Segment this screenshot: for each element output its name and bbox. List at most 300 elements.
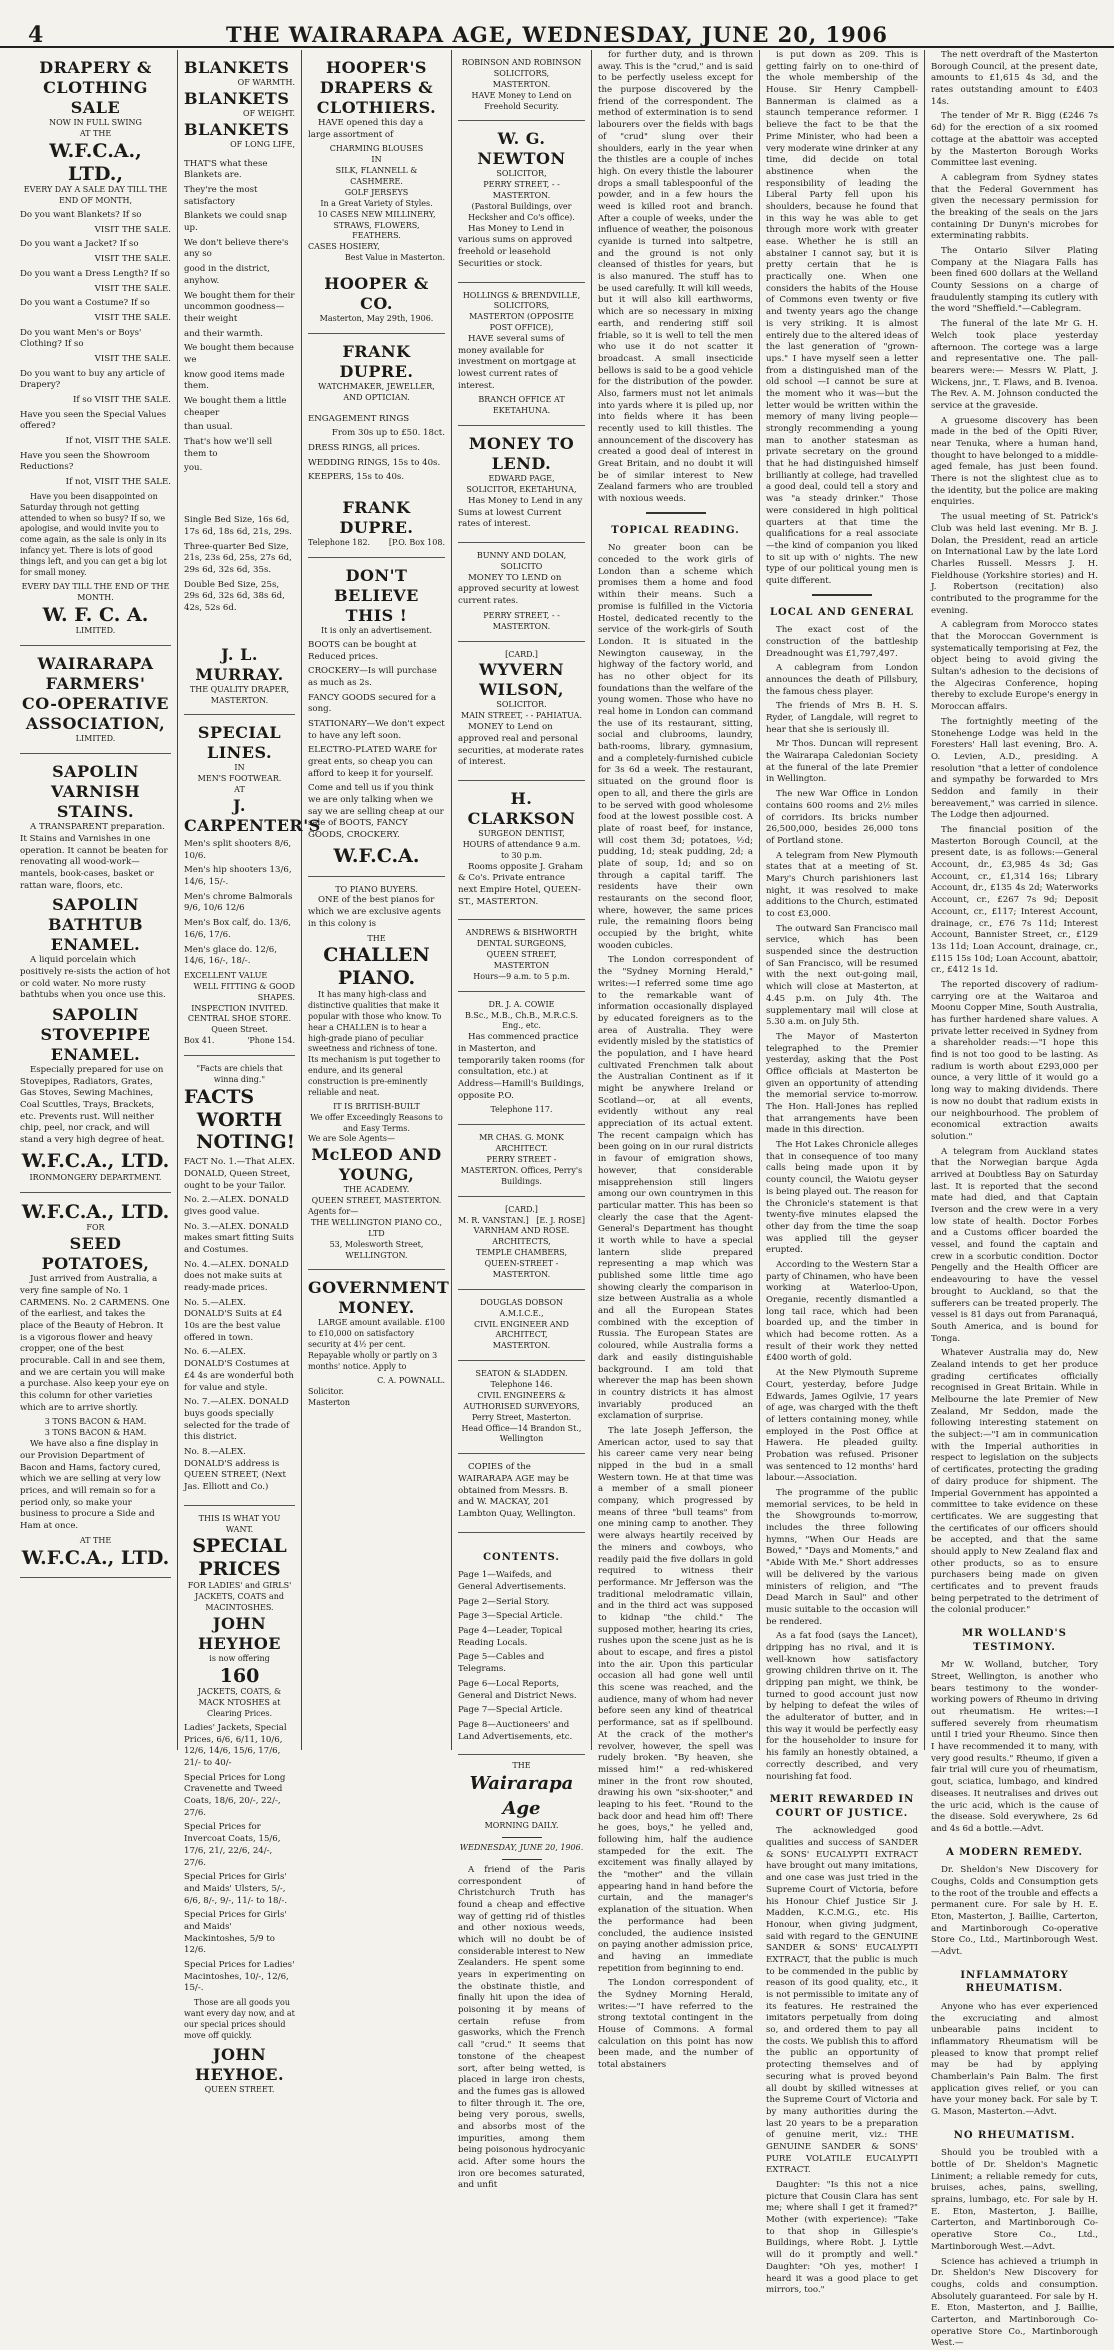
page-columns	[14, 50, 1104, 1750]
column-7	[925, 50, 1104, 1750]
perry-street: PERRY STREET, - - MASTERTON.	[458, 611, 585, 633]
wyvern-name: WYVERN WILSON,	[458, 660, 585, 700]
solicitor: SOLICITOR,	[458, 169, 585, 180]
has-money: Has Money to Lend in various sums on approved freehold or leasehold Securities or stock.	[458, 224, 585, 271]
sapolin-stovepipe-body: Especially prepared for use on Stovepipes, Radiators, Grates, Gas Stoves, Sewing Machines, Coal Scuttles, Trays, Brackets, etc. Prevents rust. Will neither chip, peel, nor crack, and will stand a very high degree of heat.	[20, 1065, 171, 1147]
wellington: WELLINGTON.	[308, 1251, 445, 1262]
column-3	[302, 50, 452, 1750]
robinson-name: ROBINSON AND ROBINSON	[458, 58, 585, 69]
bargain-line: CROCKERY—Is will purchase as much as 2s.	[308, 666, 445, 689]
testimony-body: Mr W. Wolland, butcher, Tory Street, Wellington, is another who bears testimony to the wonder-working powers of Rheumo in driving out rheumatism. He writes:—I suffered severely from rheumatism until I tried your Rheumo. Since then I have recommended it to many, with very good results." Rheumo, if given a fair trial will cure you of rheumatism, gout, sciatica, lumbago, and kindred diseases. It neutralises and drives out the uric acid, which is the cause of the disease. Sold everywhere, 2s 6d and 4s 6d a bottle.—Advt.	[931, 1660, 1098, 1835]
hoopers-heading: HOOPER'S	[308, 58, 445, 78]
assoc-line: WAIRARAPA	[20, 654, 171, 674]
alex-donald-ad	[184, 1056, 295, 1506]
bacon-line-1: 3 TONS BACON & HAM.	[20, 1417, 171, 1428]
worth-heading: WORTH	[184, 1109, 295, 1132]
page-solicitor: SOLICITOR, EKETAHUNA,	[458, 485, 585, 496]
queen-street: Queen Street.	[184, 1025, 295, 1036]
offer-line: We offer Exceedingly Reasons to and Easy Terms.	[308, 1113, 445, 1135]
contents-item: Page 6—Local Reports, General and District News.	[458, 1679, 585, 1702]
qa-line: Do you want a Jacket? If so	[20, 239, 171, 251]
blankets-line: than usual.	[184, 422, 295, 434]
number-160: 160	[184, 1665, 295, 1688]
head-office: Head Office—14 Brandon St., Wellington	[458, 1424, 585, 1446]
rings-list	[308, 414, 445, 484]
this-is-line: THIS IS WHAT YOU WANT.	[184, 1514, 295, 1536]
copies-notice: COPIES of the WAIRARAPA AGE may be obtained from Messrs. B. and W. MACKAY, 201 Lambton Quay, Wellington.	[458, 1462, 585, 1520]
qa-line: Do you want Blankets? If so	[20, 210, 171, 222]
charming-blouses: CHARMING BLOUSES	[308, 144, 445, 155]
branch-office: BRANCH OFFICE AT EKETAHUNA.	[458, 395, 585, 417]
molesworth: 53, Molesworth Street,	[308, 1240, 445, 1251]
page-name: EDWARD PAGE,	[458, 474, 585, 485]
blankets-heading: BLANKETS	[184, 58, 295, 78]
topical-paragraph: No greater boon can be conceded to the work girls of London than a scheme which promises them a home and food within their means. Such a promise is fulfilled in the Victoria Hostel, dedicated recently to the service of the work-girls of South London. It is situated in the Newington causeway, in the highway of the factory world, and has no other object for its foundations than the welfare of the young women. Those who have no real home in London can command the use of its restaurant, sitting, social and clubrooms, laundry, bath-rooms, library, gymnasium, and a completely-furnished cubicle for 3s 6d a week. The restaurant, situated on the ground floor is open to all, and there the girls are to be served with good wholesome food at the lowest possible cost. A plate of roast beef, for instance, will cost them 3d; potatoes, ½d; pudding, 1d; steak pudding, 2d; a plate of soup, 1d; and so on through a capital tariff. The residents have their own restaurants on the second floor, where, however, the same prices rule, the remaining floors being occupied by the bright, white wooden cubicles.	[598, 543, 753, 952]
carpenter-items	[184, 839, 295, 968]
blankets-line: We don't believe there's any so	[184, 238, 295, 261]
bargain-line: STATIONARY—We don't expect to have any left soon.	[308, 719, 445, 742]
masthead	[0, 0, 1114, 48]
challen-heading: CHALLEN	[308, 944, 445, 967]
sapolin-bathtub-title: SAPOLIN BATHTUB ENAMEL.	[20, 895, 171, 955]
murray-name: J. L. MURRAY.	[184, 645, 295, 685]
sapolin-varnish-body: A TRANSPARENT preparation. It Stains and Varnishes in one operation. It cannot be beaten for renovating all wood-work—mantels, book-cases, basket or rattan ware, floors, etc.	[20, 822, 171, 892]
telephone: Telephone 117.	[458, 1105, 585, 1116]
andrews-name: ANDREWS & BISHWORTH	[458, 928, 585, 939]
blankets-line: We bought them for their uncommon goodness—their weight	[184, 291, 295, 326]
challen-piano-ad	[308, 877, 445, 1271]
cowie-card	[458, 992, 585, 1126]
qa-line: Do you want a Dress Length? If so	[20, 269, 171, 281]
wfca-heading: W.F.C.A.	[308, 845, 445, 868]
every-day-line: EVERY DAY A SALE DAY TILL THE END OF MONTH,	[20, 185, 171, 207]
morning-daily: MORNING DAILY.	[458, 1821, 585, 1832]
drapery-title-2: CLOTHING SALE	[20, 78, 171, 118]
fact-item: No. 3.—ALEX. DONALD makes smart fitting Suits and Costumes.	[184, 1222, 295, 1257]
have-money: HAVE Money to Lend on Freehold Security.	[458, 91, 585, 113]
only-advert: It is only an advertisement.	[308, 626, 445, 637]
limited-line: LIMITED.	[20, 626, 171, 637]
local-item: A cablegram from Sydney states that the Federal Government has given the necessary permission for the breaking of the seals on the jars containing Dr Dunyn's microbes for exterminating rabbits.	[931, 173, 1098, 243]
telephone: Telephone 182.	[308, 538, 370, 549]
in-line: IN	[184, 763, 295, 774]
contents-item: Page 5—Cables and Telegrams.	[458, 1652, 585, 1675]
local-item: The programme of the public memorial services, to be held in the Showgrounds to-morrow, includes the three following hymns, "When Our Heads are Bowed," "Days and Moments," and "Abide With Me." Short addresses will be delivered by the various ministers of religion, and "The Dead March in Saul" and other music suitable to the occasion will be rendered.	[766, 1488, 918, 1628]
queen-street: QUEEN STREET, MASTERTON	[458, 950, 585, 972]
contents-box	[458, 1533, 585, 1756]
noting-heading: NOTING!	[184, 1131, 295, 1154]
civil-engineer: CIVIL ENGINEER AND ARCHITECT,	[458, 1320, 585, 1342]
blankets-line: We bought them a little cheaper	[184, 396, 295, 419]
hours: Hours—9 a.m. to 5 p.m.	[458, 972, 585, 983]
bacon-body: We have also a fine display in our Provision Department of Bacon and Hams, factory cured, which we are selling at very low prices, and will remain so for a period only, so make your business to procure a Side and Ham at once.	[20, 1439, 171, 1533]
bunny-name: BUNNY AND DOLAN,	[458, 551, 585, 562]
masterton: MASTERTON.	[458, 1341, 585, 1352]
special-heading: SPECIAL	[184, 1535, 295, 1558]
frank-contact-row	[308, 538, 445, 549]
telephone: Telephone 146.	[458, 1380, 585, 1391]
price-line: Ladies' Jackets, Special Prices, 6/6, 6/11, 10/6, 12/6, 14/6, 15/6, 17/6, 21/- to 40/-	[184, 1723, 295, 1770]
contents-item: Page 3—Special Article.	[458, 1611, 585, 1623]
excellent-value: EXCELLENT VALUE	[184, 971, 295, 982]
local-item: The usual meeting of St. Patrick's Club was held last evening. Mr B. J. Dolan, the President, read an article on International Law by the late Lord Charles Russell. Messrs J. H. Fieldhouse (Yorkshire stories) and H. J. Robertson (recitation) also contributed to the programme for the evening.	[931, 512, 1098, 617]
wfca-seed: W.F.C.A., LTD.	[20, 1201, 171, 1224]
those-are: Those are all goods you want every day now, and at our special prices should move off quickly.	[184, 1998, 295, 2042]
qa-line: Have you seen the Showroom Reductions?	[20, 451, 171, 474]
for-line: FOR	[20, 1223, 171, 1234]
drapers-heading: DRAPERS &	[308, 78, 445, 98]
local-item: A cablegram from Morocco states that the Moroccan Government is systematically temporising at Fez, the object being to avoid giving the Sultan's adhesion to the decisions of the Algeciras Conference, hoping thereby to exclude Europe's energy in Moroccan affairs.	[931, 620, 1098, 714]
local-item: The financial position of the Masterton Borough Council, at the present date, is as follows:—General Account, dr., £3,985 4s 3d; Gas Account, cr., £1,314 16s; Library Account, dr., £135 4s 2d; Waterworks Account, cr., £267 7s 9d; Deposit Account, cr., £117; Interest Account, drainage, cr., £76 7s 11d; Interest Account, Bannister Street, cr., £129 13s 11d; Loan Account, drainage, cr., £115 15s 10d; Loan Account, abattoir, cr., £412 1s 1d.	[931, 825, 1098, 977]
price-line: Special Prices for Invercoat Coats, 15/6, 17/6, 21/, 22/6, 24/-, 27/6.	[184, 1822, 295, 1869]
pownall: C. A. POWNALL.	[308, 1376, 445, 1387]
facts-quote: "Facts are chiels that winna ding."	[184, 1064, 295, 1086]
po-box: Box 41.	[184, 1036, 214, 1047]
blankets-line: Blankets we could snap up.	[184, 211, 295, 234]
qa-line: VISIT THE SALE.	[20, 254, 171, 266]
blankets-line: We bought them because we	[184, 343, 295, 366]
local-item: Whatever Australia may do, New Zealand intends to get her produce grading certificates officially recognised in Great Britain. While in Melbourne the late Premier of New Zealand, Mr Seddon, made the following interesting statement on the subject:—"I am in communication with the Imperial authorities in respect to legislation on the subjects of certificates, protecting the grading of dairy produce for shipment. The Imperial Government has appointed a committee to take evidence on these certificates. We are suggesting that the certificates of our officers should be accepted, and that the same should apply to New Zealand flax and other products, so as to ensure purchasers being made on given certificates and to prevent frauds being perpetrated to the detriment of the colonial producer."	[931, 1348, 1098, 1617]
clarkson-name: H. CLARKSON	[458, 789, 585, 829]
dress-rings: DRESS RINGS, all prices.	[308, 443, 445, 455]
fact-item: FACT No. 1.—That ALEX. DONALD, Queen Street, ought to be your Tailor.	[184, 1157, 295, 1192]
bargain-line: BOOTS can be bought at Reduced prices.	[308, 640, 445, 663]
blankets-ad	[184, 50, 295, 715]
facts-list	[184, 1157, 295, 1494]
box-phone-row	[184, 1036, 295, 1047]
main-street: MAIN STREET, - - PAHIATUA.	[458, 711, 585, 722]
govt-money-heading: GOVERNMENT MONEY.	[308, 1278, 445, 1318]
special-lines-heading: SPECIAL LINES.	[184, 723, 295, 763]
blankets-line: They're the most satisfactory	[184, 185, 295, 208]
monk-card	[458, 1125, 585, 1196]
solicitors: SOLICITORS,	[458, 301, 585, 312]
column-1	[14, 50, 178, 1750]
andrews-card	[458, 920, 585, 991]
bargain-line: Come and tell us if you think we are only talking when we say we are selling cheap at our sale of BOOTS, FANCY GOODS, CROCKERY.	[308, 783, 445, 841]
perry-street: Perry Street, Masterton.	[458, 1413, 585, 1424]
blankets-line: you.	[184, 463, 295, 475]
leader-article: A friend of the Paris correspondent of Christchurch Truth has found a cheap and effective way of getting rid of thistles and other noxious weeds, which will no doubt be of considerable interest to New Zealanders. He spent some years in experimenting on the obstinate thistle, and finally hit upon the idea of poisoning it by means of certain refuse from gasworks, which the French call "crud." It seems that tonstone of the cheapest sort, after being wetted, is placed in large iron chests, and the fumes gas is allowed to filter through it. The ore, being very porous, swells, and absorbs most of the impurities, among them being poisonous hydrocyanic acid. After some hours the iron ore becomes saturated, and unfit	[458, 1865, 585, 2192]
solicitors: SOLICITORS,	[458, 69, 585, 80]
govt-money-ad	[308, 1270, 445, 1416]
fact-item: No. 7.—ALEX. DONALD buys goods specially selected for the trade of this district.	[184, 1397, 295, 1444]
varnham-rose: VARNHAM AND ROSE.	[458, 1226, 585, 1237]
hollings-card	[458, 283, 585, 427]
blankets-line: know good items made them.	[184, 370, 295, 393]
contents-heading: CONTENTS.	[458, 1551, 585, 1567]
drapery-title: DRAPERY &	[20, 58, 171, 78]
topical-continued: is put down as 209. This is getting fairly on to one-third of the whole membership of the House. Sir Henry Campbell-Bannerman is claimed as a staunch temperance reformer. I believe the fact to be that the Prime Minister, who had been a very moderate wine drinker at any time, did decide on total abstinence when the responsibility of leading the Liberal Party fell upon his shoulders, because he found that in this way he was able to get through more work with greater ease. Whether he is still an abstainer I cannot say, but it is pretty certain that he is practically one. When one considers the habits of the House of Commons even twenty or five and twenty years ago the change is very striking. It is almost entirely due to the altered ideas of the last generation of "grown-ups." I have myself seen a letter from a distinguished man of the old school —I cannot be sure at the moment who it was—but the letter would be written within the memory of many living people—strongly recommending a young man to another statesman as private secretary on the ground that he had distinguished himself brilliantly at college, had travelled a good deal, could tell a story and was "a steady drinker." Those were considered in high political quarters at that time the qualifications for a real associate—the kind of companion you liked to sit up with o' nights. The new type of our political young men is quite different.	[766, 50, 918, 588]
blanket-sizes	[184, 515, 295, 615]
wfca-ironmongery: W.F.C.A., LTD.	[20, 1150, 171, 1173]
price-line: Special Prices for Girls' and Maids' Mackintoshes, 5/9 to 12/6.	[184, 1910, 295, 1957]
size-line: Three-quarter Bed Size, 21s, 23s 6d, 25s, 27s 6d, 29s 6d, 32s 6d, 35s.	[184, 542, 295, 577]
masterton-line: MASTERTON.	[184, 696, 295, 707]
copies-card	[458, 1454, 585, 1532]
this-heading: THIS !	[308, 606, 445, 626]
local-item: The friends of Mrs B. H. S. Ryder, of Langdale, will regret to hear that she is seriously ill.	[766, 701, 918, 736]
bargain-line: ELECTRO-PLATED WARE for great ents, so cheap you can afford to keep it for yourself.	[308, 745, 445, 780]
price-line: Special Prices for Ladies' Macintoshes, 10/-, 12/6, 15/-.	[184, 1960, 295, 1995]
dobson-card	[458, 1290, 585, 1361]
piano-buyers: TO PIANO BUYERS.	[308, 885, 445, 896]
daughter-dialogue: Daughter: "Is this not a nice picture that Cousin Clara has sent me; where shall I get it framed?" Mother (with experience): "Take to that shop in Gillespie's Buildings, where Robt. J. Lyttle will do it promptly and well." Daughter: "Oh yes, mother! I heard it was a good place to get mirrors, too."	[766, 2180, 918, 2297]
mcleod-young: McLEOD AND YOUNG,	[308, 1145, 445, 1185]
topical-paragraph: The London correspondent of the Sydney Morning Herald, writes:—"I have referred to the strong textotal contingent in the House of Commons. A formal calculation on this point has now been made, and the number of total abstainers	[598, 1978, 753, 2072]
contents-item: Page 1—Waifeds, and General Advertisements.	[458, 1570, 585, 1593]
wyvern-card	[458, 642, 585, 781]
watchmaker-line: WATCHMAKER, JEWELLER, AND OPTICIAN.	[308, 382, 445, 404]
partners-row	[458, 1216, 585, 1227]
newspaper-title: THE WAIRARAPA AGE, WEDNESDAY, JUNE 20, 1906	[0, 22, 1114, 47]
at-the: AT THE	[20, 129, 171, 140]
local-item: According to the Western Star a party of Chinamen, who have been working at Waterloo-Upon, Oreganie, recently dismantled a long tail race, which had been boarded up, and the timber in which had become rotten. As a result of their work they netted £400 worth of gold.	[766, 1260, 918, 1365]
merit-body: The acknowledged good qualities and success of SANDER & SONS' EUCALYPTI EXTRACT have brought out many imitations, and one case was just tried in the Supreme Court of Victoria, before his Honour Chief Justice Sir J. Madden, K.C.M.G., etc. His Honour, when giving judgment, said with regard to the GENUINE SANDER & SONS' EUCALYPTI EXTRACT, that the public is much to be commended in the public by reason of its good quality, etc., it is not permissible to imitate any of its features. He restrained the imitators perpetually from doing so, and ordered them to pay all the costs. We publish this to afford the public an opportunity of protecting themselves and of securing what is proved beyond all doubt by skilled witnesses at the Supreme Court of Victoria and by many authorities during the last 20 years to be a preparation of genuine merit, viz.: THE GENUINE SANDER & SONS' PURE VOLATILE EUCALYPTI EXTRACT.	[766, 1826, 918, 2177]
of-warmth: OF WARMTH.	[184, 78, 295, 89]
sapolin-ad	[20, 754, 171, 1192]
card-label: [CARD.]	[458, 650, 585, 661]
the-line: THE	[308, 934, 445, 945]
frank-dupre-heading-2: FRANK DUPRE.	[308, 498, 445, 538]
local-item: At the New Plymouth Supreme Court, yesterday, before Judge Edwards, James Ogilvie, 17 years of age, was charged with the theft of letters containing money, while employed in the Post Office at Hawera. He pleaded guilty. Probation was refused. Prisoner was sentenced to 12 months' hard labour.—Association.	[766, 1368, 918, 1485]
varnham-rose-card	[458, 1197, 585, 1290]
assoc-line: CO-OPERATIVE	[20, 694, 171, 714]
local-item: The fortnightly meeting of the Stonehenge Lodge was held in the Foresters' Hall last evening, Bro. A. O. Levien, A.D., presiding. A resolution "that a letter of condolence and sympathy be forwarded to Mrs Seddon and family in their bereavement," was carried in silence. The Lodge then adjourned.	[931, 717, 1098, 822]
well-fitting: WELL FITTING & GOOD SHAPES.	[184, 982, 295, 1004]
size-line: Double Bed Size, 25s, 29s 6d, 32s 6d, 38s 6d, 42s, 52s 6d.	[184, 580, 295, 615]
clarkson-card	[458, 781, 585, 920]
bunny-card	[458, 543, 585, 642]
leader-continued: for further duty, and is thrown away. This is the "crud," and is said to be perfectly useless except for the purpose discovered by the friend of the correspondent. The method of extermination is to send labourers over the fields with bags of "crud" slung over their shoulders, early in the year when the thistles are a couple of inches high. On every thistle the labourer drops a small tablespoonful of the powder, and in a few hours the weed is killed root and branch. After a couple of weeks, under the influence of weather, the poisonous cyanide is turned into saltpetre, and the ground is not only cleansed of thistles for years, but is also manured. The stuff has to be used carefully. It will kill weeds, but it will also kill earthworms, which are so necessary in mixing earth, and rendering stiff soil friable, so it is well to tell the men who use it do not scatter it broadcast. A small insecticide bellows is said to be a good vehicle for the distribution of the powder. Also, farmers must not let animals into yards where it is piled up, nor into fields where it has been recently used to kill thistles. The announcement of the discovery has created a good deal of interest in Great Britain, and no doubt it will be of similar interest to New Zealand farmers who are troubled with noxious weeds.	[598, 50, 753, 506]
local-item: A telegram from New Plymouth states that at a meeting of St. Mary's Church parishioners last night, it was resolved to make additions to the Church, estimated to cost £3,000.	[766, 851, 918, 921]
wairarapa-age-logo: Wairarapa Age	[458, 1772, 585, 1821]
science-paragraph: Science has achieved a triumph in Dr. Sheldon's New Discovery for coughs, colds and consumption. Absolutely guaranteed. For sale by H. E. Eton, Masterton, and J. Baillie, Carterton, and Martinborough Co-operative Store Co., Martinborough West.—	[931, 2257, 1098, 2350]
engagement-price: From 30s up to £50. 18ct.	[308, 428, 445, 440]
testimony-heading: MR WOLLAND'S TESTIMONY.	[931, 1627, 1098, 1656]
topical-heading: TOPICAL READING.	[598, 524, 753, 540]
hooper-co: HOOPER & CO.	[308, 274, 445, 314]
local-item: A cablegram from London announces the death of Pillsbury, the famous chess player.	[766, 663, 918, 698]
heyhoe-name-2: JOHN HEYHOE.	[184, 2045, 295, 2085]
qa-line: Do you want Men's or Boys' Clothing? If so	[20, 328, 171, 351]
of-weight: OF WEIGHT.	[184, 109, 295, 120]
great-variety: In a Great Variety of Styles.	[308, 199, 445, 210]
carpenter-name: J. CARPENTER'S	[184, 796, 295, 836]
hours: HOURS of attendance 9 a.m. to 30 p.m.	[458, 840, 585, 862]
now-offering: is now offering	[184, 1654, 295, 1665]
footwear-item: Men's split shooters 8/6, 10/6.	[184, 839, 295, 862]
price-line: Special Prices for Girls' and Maids' Ulsters, 5/-, 6/6, 8/-, 9/-, 11/- to 18/-.	[184, 1872, 295, 1907]
drapery-sale-ad	[20, 50, 171, 646]
local-item: A gruesome discovery has been made in the bed of the Opiti River, near Tenuka, where a human hand, thought to have belonged to a middle-aged female, has just been found. There is not the slightest clue as to the identity, but the police are making enquiries.	[931, 416, 1098, 510]
local-item: As a fat food (says the Lancet), dripping has no rival, and it is well-known how satisfactory growing children thrive on it. The dripping pan might, we think, be turned to good account just now by helping to defeat the wiles of the adulterator of butter, and in this way it would be perfectly easy for the householder to insure for his family an honestly obtained, a correctly described, and very nourishing fat food.	[766, 1631, 918, 1783]
perry-street: PERRY STREET, - - MASTERTON.	[458, 180, 585, 202]
the-line: THE	[458, 1761, 585, 1772]
clothiers-heading: CLOTHIERS.	[308, 98, 445, 118]
wellington-piano: THE WELLINGTON PIANO CO., LTD	[308, 1218, 445, 1240]
blankets-line: THAT'S what these Blankets are.	[184, 159, 295, 182]
academy: THE ACADEMY.	[308, 1185, 445, 1196]
bacon-line-2: 3 TONS BACON & HAM.	[20, 1428, 171, 1439]
millinery: 10 CASES NEW MILLINERY,	[308, 210, 445, 221]
queen-street-2: QUEEN STREET.	[184, 2085, 295, 2096]
no-rheumatism-heading: NO RHEUMATISM.	[931, 2129, 1098, 2145]
silk-line: SILK, FLANNELL & CASHMERE.	[308, 166, 445, 188]
one-of: ONE of the best pianos for which we are exclusive agents in this colony is	[308, 895, 445, 930]
blankets-line: and their warmth.	[184, 329, 295, 341]
bargains-list	[308, 640, 445, 842]
cowie-name: DR. J. A. COWIE	[458, 1000, 585, 1011]
phone: 'Phone 154.	[247, 1036, 295, 1047]
solicito: SOLICITO	[458, 562, 585, 573]
assoc-line: ASSOCIATION,	[20, 714, 171, 734]
seaton-card	[458, 1361, 585, 1454]
topical-paragraph: The late Joseph Jefferson, the American actor, used to say that his career came very near being nipped in the bud in a small Western town. He at that time was a member of a small pioneer company, which progressed by means of three "bull teams" from one mining camp to another. They were always heartily received by the miners and cowboys, who readily paid the five dollars in gold required to witness their performance. Mr Jefferson was the traditional melodramatic villain, and in the third act was supposed to kidnap "the child." The supposed mother, hearing its cries, rushes upon the scene just as he is about to escape, and fires a pistol into the air. Upon this particular occasion all had gone well until this scene was reached, and the audience, many of whom had never before seen any kind of theatrical performance, sat as if spellbound. At the crack of the mother's revolver, however, the spell was rudely broken. "By heaven, she missed him!" a red-whiskered miner in the front row shouted, drawing his own "six-shooter," and leaping to his feet. "Round to the back door and head him off! There he goes, boys," he yelled and, following him, half the audience stampeded for the exit. The excitement was finally allayed by the "mother" and the villain appearing hand in hand before the curtain, and the manager's explanation of the situation. When the performance had been concluded, the audience insisted on paying another admission price, and having an immediate repetition from beginning to end.	[598, 1426, 753, 1975]
best-value: Best Value in Masterton.	[308, 253, 445, 264]
size-line: Single Bed Size, 16s 6d, 17s 6d, 18s 6d, 21s, 29s.	[184, 515, 295, 538]
solicitor: SOLICITOR.	[458, 700, 585, 711]
contents-list	[458, 1570, 585, 1743]
footwear-item: Men's Box calf, do. 13/6, 16/6, 17/6.	[184, 918, 295, 941]
footwear-item: Men's hip shooters 13/6, 14/6, 15/-.	[184, 865, 295, 888]
at-the-2: AT THE	[20, 1536, 171, 1547]
local-item: Mr Thos. Duncan will represent the Wairarapa Caledonian Society at the funeral of the late Premier in Wellington.	[766, 739, 918, 786]
qa-line: Have you seen the Special Values offered?	[20, 410, 171, 433]
qa-line: If so VISIT THE SALE.	[20, 395, 171, 407]
blankets-body	[184, 159, 295, 476]
bunny-body: MONEY TO LEND on approved security at lowest current rates.	[458, 573, 585, 608]
contents-item: Page 8—Auctioneers' and Land Advertisements, etc.	[458, 1720, 585, 1743]
masterton: Masterton	[308, 1398, 445, 1409]
contents-item: Page 7—Special Article.	[458, 1705, 585, 1717]
disappointed-text: Have you been disappointed on Saturday through not getting attended to when so busy? If so, we apologise, and would invite you to come again, as the sale is only in its infancy yet. There is lots of good things left, and you can get a big lot for small money.	[20, 492, 171, 579]
bargain-line: FANCY GOODS secured for a song.	[308, 693, 445, 716]
partner-name: M. R. VANSTAN.]	[458, 1216, 529, 1227]
dont-believe-heading: DON'T BELIEVE	[308, 566, 445, 606]
dont-believe-ad	[308, 558, 445, 877]
local-item: The new War Office in London contains 600 rooms and 2½ miles of corridors. Its bricks number 26,500,000, besides 26,000 tons of Portland stone.	[766, 789, 918, 847]
qa-line: If not, VISIT THE SALE.	[20, 477, 171, 489]
leader-masthead	[458, 1755, 585, 1860]
frank-dupre-heading: FRANK DUPRE.	[308, 342, 445, 382]
fact-item: No. 6.—ALEX. DONALD'S Costumes at £4 4s are wonderful both for value and style.	[184, 1347, 295, 1394]
topical-paragraph: The London correspondent of the "Sydney Morning Herald," writes:—I referred some time ago to the remarkable want of information occasionally displayed by educated foreigners as to the area of Australia. They were evidently misled by the statistics of the population, and I have heard cultivated Frenchmen talk about the Australian Continent as if it might be anywhere Ireland or Scotland—or, at all events, evidently without any real appreciation of its actual extent. The recent campaign which has been going on in our rural districts in favour of emigration shows, however, that considerable misapprehension still lingers among our own countrymen in this particular matter. This has been so clearly the case that the Agent-General's Department has thought it worth while to have a special lantern slide prepared representing a map which was published some little time ago showing clearly the comparison in size between Australia as a whole and all the European States combined with the exception of Russia. The European States are coloured, while Australia forms a dark and easily distinguishable background. I am told that wherever the map has been shown in country districts it has almost invariably produced an exclamation of surprise.	[598, 955, 753, 1423]
of-long-life: OF LONG LIFE,	[184, 140, 295, 151]
column-2	[178, 50, 302, 1750]
architects: ARCHITECTS,	[458, 1237, 585, 1248]
seed-potatoes-ad	[20, 1193, 171, 1579]
amice: A.M.I.C.E.,	[458, 1309, 585, 1320]
hoopers-ad	[308, 50, 445, 334]
british-built: IT IS BRITISH-BUILT	[308, 1102, 445, 1113]
sapolin-varnish-title: SAPOLIN VARNISH STAINS.	[20, 762, 171, 822]
sapolin-stovepipe-title: SAPOLIN STOVEPIPE ENAMEL.	[20, 1005, 171, 1065]
inflammatory-body: Anyone who has ever experienced the excruciating and almost unbearable pains incident to inflammatory Rheumatism will be pleased to know that prompt relief may be had by applying Chamberlain's Pain Balm. The first application gives relief, or you can have your money back. For sale by T. G. Mason, Masterton.—Advt.	[931, 2002, 1098, 2119]
merit-heading: MERIT REWARDED IN COURT OF JUSTICE.	[766, 1793, 918, 1822]
po-box: [P.O. Box 108.	[389, 538, 445, 549]
modern-remedy-heading: A MODERN REMEDY.	[931, 1846, 1098, 1862]
cowie-body: Has commenced practice in Masterton, and temporarily taken rooms (for consultation, etc.) at Address—Hamill's Buildings, opposite P.O.	[458, 1032, 585, 1102]
mens-footwear: MEN'S FOOTWEAR.	[184, 774, 295, 785]
jackets-line: JACKETS, COATS, & MACK NTOSHES at Clearing Prices.	[184, 1687, 295, 1720]
engagement-rings: ENGAGEMENT RINGS	[308, 414, 445, 426]
local-item: The Mayor of Masterton telegraphed to the Premier yesterday, asking that the Post Office officials at Masterton be given an opportunity of attending the memorial service to-morrow. The Hon. Hall-Jones has replied that arrangements have been made in this direction.	[766, 1032, 918, 1137]
no-rheumatism-body: Should you be troubled with a bottle of Dr. Sheldon's Magnetic Liniment; a reliable remedy for cuts, bruises, aches, pains, swelling, sprains, lumbago, etc. For sale by H. E. Eton, Masterton, J. Baillie, Carterton, and Martinborough Co-operative Store Co., Ltd., Martinborough West.—Advt.	[931, 2148, 1098, 2253]
modern-remedy-body: Dr. Sheldon's New Discovery for Coughs, Colds and Consumption gets to the root of the trouble and effects a permanent cure. For sale by H. E. Eton, Masterton, J. Baillie, Carterton, and Martinborough Co-operative Store Co., Ltd., Martinborough West.—Advt.	[931, 1865, 1098, 1959]
assoc-line: LIMITED.	[20, 734, 171, 745]
temple-chambers: TEMPLE CHAMBERS,	[458, 1248, 585, 1259]
blankets-line: good in the district, anyhow.	[184, 264, 295, 287]
dateline: WEDNESDAY, JUNE 20, 1906.	[458, 1843, 585, 1854]
card-label: [CARD.]	[458, 1205, 585, 1216]
sole-agents: We are Sole Agents—	[308, 1134, 445, 1145]
wfca-heading: W.F.C.A., LTD.,	[20, 140, 171, 186]
footwear-item: Men's chrome Balmorals 9/6, 10/6 12/6	[184, 892, 295, 915]
column-6	[760, 50, 925, 1750]
hooper-date: Masterton, May 29th, 1906.	[308, 314, 445, 325]
fact-item: No. 4.—ALEX. DONALD does not make suits at ready-made prices.	[184, 1260, 295, 1295]
local-item: The reported discovery of radium-carrying ore at the Waitaroa and Moonu Copper Mine, South Australia, has further hardened share values. A private letter received in Sydney from a shareholder reads:—"I hope this find is not too good to be lasting. As radium is worth about £293,000 per ounce, a very little of it would go a long way to making dividends. There is now no doubt that radium exists in our neighbourhood. The problem of economical extraction awaits solution."	[931, 980, 1098, 1144]
at-line: AT	[184, 785, 295, 796]
seed-potatoes-title: SEED POTATOES,	[20, 1234, 171, 1274]
keepers: KEEPERS, 15s to 40s.	[308, 472, 445, 484]
hollings-body: HAVE several sums of money available for investment on mortgage at lowest current rates of interest.	[458, 334, 585, 392]
queen-street: QUEEN STREET, MASTERTON.	[308, 1196, 445, 1207]
local-item: The funeral of the late Mr G. H. Welch took place yesterday afternoon. The cortege was a large and representative one. The pall-bearers were:— Messrs W. Platt, J. Wickens, jnr., T. Flaws, and B. Ivenoa. The Rev. A. M. Johnson conducted the service at the graveside.	[931, 319, 1098, 413]
qa-line: VISIT THE SALE.	[20, 225, 171, 237]
hollings-name: HOLLINGS & BRENDVILLE,	[458, 291, 585, 302]
cowie-qualifications: B.Sc., M.B., Ch.B., M.R.C.S. Eng., etc.	[458, 1011, 585, 1033]
carpenter-footwear-ad	[184, 715, 295, 1056]
inspection-invited: INSPECTION INVITED.	[184, 1004, 295, 1015]
have-opened: HAVE opened this day a large assortment of	[308, 118, 445, 141]
qa-line: If not, VISIT THE SALE.	[20, 436, 171, 448]
money-to-lend: MONEY TO LEND.	[458, 434, 585, 474]
qa-line: VISIT THE SALE.	[20, 284, 171, 296]
monk-name: MR CHAS. G. MONK	[458, 1133, 585, 1144]
heyhoe-ad	[184, 1506, 295, 2104]
contents-item: Page 2—Serial Story.	[458, 1597, 585, 1609]
rooms: Rooms opposite J. Graham & Co's. Private entrance next Empire Hotel, QUEEN-ST., MASTERTON.	[458, 862, 585, 909]
hosiery: CASES HOSIERY,	[308, 242, 445, 253]
newton-name: W. G. NEWTON	[458, 129, 585, 169]
qa-line: Do you want to buy any article of Drapery?	[20, 369, 171, 392]
qa-line: Do you want a Costume? If so	[20, 298, 171, 310]
piano-body: It has many high-class and distinctive qualities that make it popular with those who know. To hear a CHALLEN is to hear a high-grade piano of peculiar sweetness and richness of tone. Its mechanism is put together to endure, and its general construction is pre-eminently reliable and neat.	[308, 990, 445, 1099]
wfca-bottom: W.F.C.A., LTD.	[20, 1547, 171, 1570]
frank-dupre-ad	[308, 334, 445, 558]
price-line: Special Prices for Long Cravenette and Tweed Coats, 18/6, 20/-, 22/-, 27/6.	[184, 1773, 295, 1820]
fact-item: No. 2.—ALEX. DONALD gives good value.	[184, 1195, 295, 1218]
for-ladies: FOR LADIES' and GIRLS' JACKETS, COATS and MACINTOSHES.	[184, 1581, 295, 1614]
heyhoe-name: JOHN HEYHOE	[184, 1614, 295, 1654]
column-4	[452, 50, 592, 1750]
partner-name: [E. J. ROSE]	[536, 1216, 585, 1227]
fact-item: No. 8.—ALEX. DONALD'S address is QUEEN STREET, (Next Jas. Elliott and Co.)	[184, 1447, 295, 1494]
straws: STRAWS, FLOWERS, FEATHERS.	[308, 221, 445, 243]
now-in-swing: NOW IN FULL SWING	[20, 118, 171, 129]
pastoral-buildings: (Pastoral Buildings, over Hecksher and Co's office).	[458, 202, 585, 224]
dental-surgeons: DENTAL SURGEONS,	[458, 939, 585, 950]
blankets-heading: BLANKETS	[184, 89, 295, 109]
sapolin-bathtub-body: A liquid porcelain which positively re-sists the action of hot or cold water. No more rusty bathtubs when you once use this.	[20, 955, 171, 1002]
local-item: The tender of Mr R. Bigg (£246 7s 6d) for the erection of a six roomed cottage at the abattoir was accepted by the Masterton Borough Works Committee last evening.	[931, 111, 1098, 169]
monk-address: PERRY STREET - MASTERTON. Offices, Perry's Buildings.	[458, 1155, 585, 1188]
page-body: Has Money to Lend in any Sums at lowest Current rates of interest.	[458, 496, 585, 531]
ironmongery-dept: IRONMONGERY DEPARTMENT.	[20, 1173, 171, 1184]
local-item: The outward San Francisco mail service, which has been suspended since the destruction of San Francisco, will be resumed with the next out-going mail, which will close at Masterton, at 4.45 p.m. on July 4th. The supplementary mail will close at 5.30 a.m. on July 5th.	[766, 924, 918, 1029]
